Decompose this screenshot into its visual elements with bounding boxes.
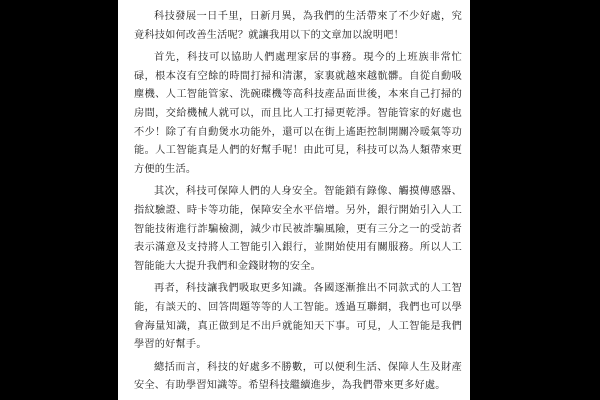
paragraph-knowledge: 再者，科技讓我們吸取更多知識。各國逐漸推出不同款式的人工智能，有談天的、回答問題等等的人工智能。透過互聯網，我們也可以學會海量知識，真正做到足不出戶就能知天下事。可見，人工智能是我們學習的好幫手。 bbox=[134, 283, 462, 351]
document-page bbox=[118, 0, 470, 400]
paragraph-household: 首先，科技可以協助人們處理家居的事務。現今的上班族非常忙碌，根本沒有空餘的時間打掃和清潔，家裏就越來越骯髒。自從自動吸塵機、人工智能管家、洗碗碟機等高科技產品面世後，本來自己打掃的房間，交給機械人就可以，而且比人工打掃更乾淨。智能管家的好處也不少！除了有自動煲水功能外，還可以在街上遙距控制開關冷暖氣等功能。人工智能真是人們的好幫手呢！由此可見，科技可以為人類帶來更方便的生活。 bbox=[134, 52, 462, 175]
paragraph-safety: 其次，科技可保障人們的人身安全。智能鎖有錄像、觸摸傳感器、指紋驗證、時卡等功能，保障安全水平倍增。另外，銀行開始引入人工智能技術進行詐騙檢測，減少市民被詐騙風險，更有三分之一的受訪者表示滿意及支持將人工智能引入銀行，並開始使用有關服務。所以人工智能能大大提升我們和金錢財物的安全。 bbox=[134, 186, 462, 272]
paragraph-conclusion: 總括而言，科技的好處多不勝數，可以便利生活、保障人生及財產安全、有助學習知識等。希望科技繼續進步，為我們帶來更多好處。 bbox=[134, 361, 462, 392]
essay-body bbox=[134, 8, 462, 400]
paragraph-intro: 科技發展一日千里，日新月異，為我們的生活帶來了不少好處，究竟科技如何改善生活呢？就讓我用以下的文章加以說明吧！ bbox=[134, 11, 462, 41]
